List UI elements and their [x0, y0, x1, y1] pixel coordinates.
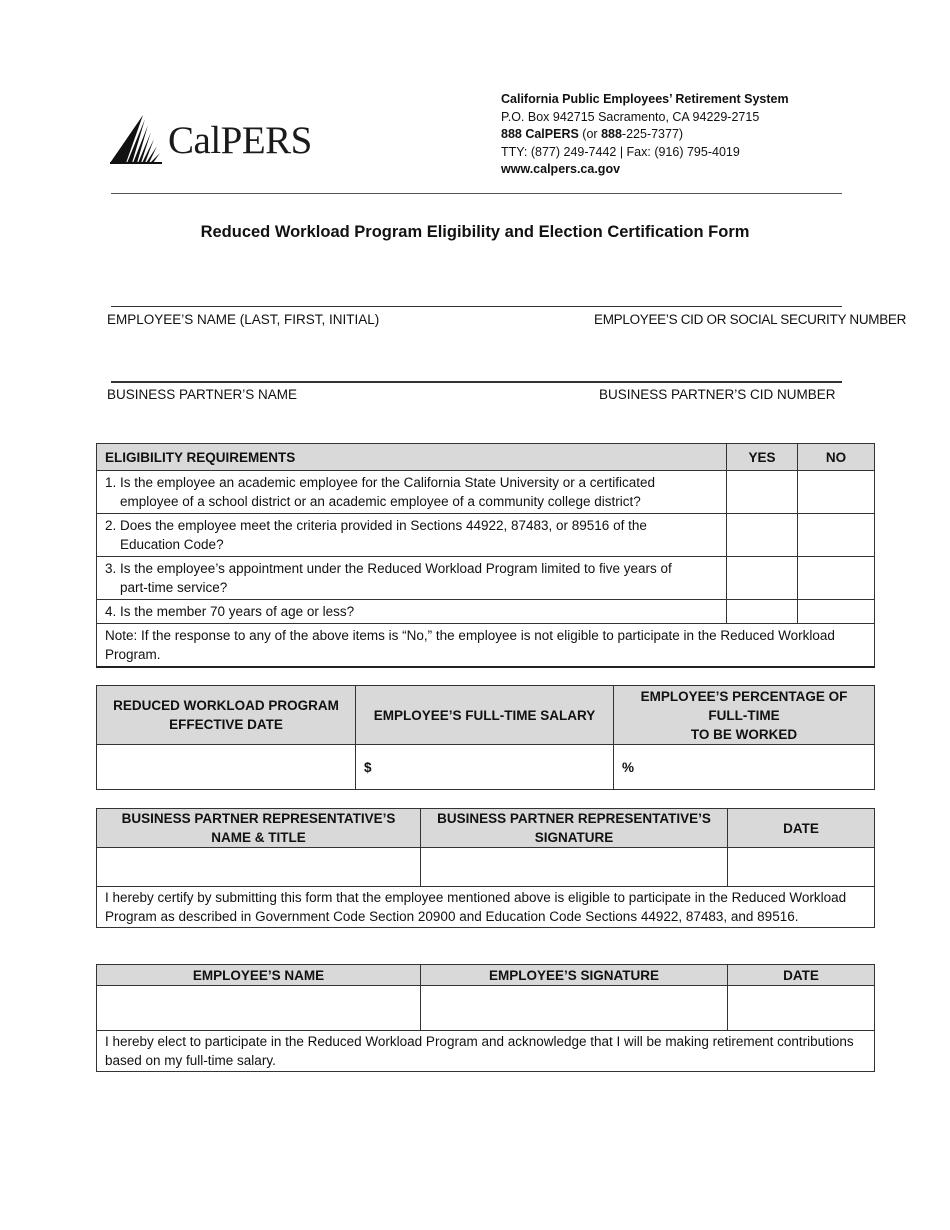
org-contact-block — [501, 91, 789, 179]
org-website[interactable]: www.calpers.ca.gov — [501, 162, 621, 176]
no-header: NO — [798, 444, 875, 471]
partner-rep-signature-field[interactable] — [421, 848, 728, 887]
question-line: 4. Is the member 70 years of age or less? — [105, 604, 355, 619]
header-line: TO BE WORKED — [690, 726, 798, 742]
table-row — [97, 471, 875, 514]
no-cell-3[interactable] — [798, 557, 875, 600]
employee-input-row — [97, 986, 875, 1031]
eligibility-header: ELIGIBILITY REQUIREMENTS — [97, 444, 727, 471]
eligibility-question-1 — [97, 471, 727, 514]
header-line: BUSINESS PARTNER REPRESENTATIVE’S — [121, 811, 396, 826]
employee-name-field[interactable] — [97, 986, 421, 1031]
calpers-logo — [110, 113, 325, 165]
yes-cell-3[interactable] — [727, 557, 798, 600]
partner-rep-name-field[interactable] — [97, 848, 421, 887]
eligibility-header-row — [97, 444, 875, 471]
org-phone — [501, 126, 789, 144]
partner-info-line[interactable] — [111, 381, 842, 383]
question-line: Education Code? — [120, 537, 224, 552]
salary-field[interactable] — [356, 745, 614, 790]
question-line: employee of a school district or an academic employee of a community college district? — [120, 494, 641, 509]
business-partner-table — [96, 808, 875, 928]
partner-certification-text: I hereby certify by submitting this form that the employee mentioned above is eligible to participate in the Reduced Workload Program as described in Government Code Section 20900 and Education Code Sections 44922, 87483, and 89516. — [97, 887, 875, 928]
header-line: EFFECTIVE DATE — [169, 717, 283, 732]
employee-name-header: EMPLOYEE’S NAME — [97, 965, 421, 986]
yes-header: YES — [727, 444, 798, 471]
partner-date-header: DATE — [728, 809, 875, 848]
header-line: BUSINESS PARTNER REPRESENTATIVE’S — [437, 811, 711, 826]
phone-mid: (or — [578, 127, 602, 141]
org-address: P.O. Box 942715 Sacramento, CA 94229-2715 — [501, 109, 760, 124]
effective-date-header — [97, 686, 356, 745]
employee-info-line[interactable] — [111, 306, 842, 307]
employee-signature-field[interactable] — [421, 986, 728, 1031]
partner-cert-row — [97, 887, 875, 928]
header-line: EMPLOYEE’S PERCENTAGE OF — [640, 688, 848, 704]
question-line: part-time service? — [120, 580, 228, 595]
employee-name-label: EMPLOYEE’S NAME (LAST, FIRST, INITIAL) — [107, 312, 380, 327]
effective-date-field[interactable] — [97, 745, 356, 790]
question-line: 3. Is the employee’s appointment under the Reduced Workload Program limited to five years of — [105, 561, 672, 576]
table-row — [97, 624, 875, 668]
header-line: REDUCED WORKLOAD PROGRAM — [113, 698, 339, 713]
phone-rest: -225-7377) — [621, 127, 684, 141]
header-line: NAME & TITLE — [211, 830, 306, 845]
question-line: 1. Is the employee an academic employee for the California State University or a certificated — [105, 475, 656, 490]
eligibility-note: Note: If the response to any of the above items is “No,” the employee is not eligible to participate in the Reduced Workload Program. — [97, 624, 875, 668]
employee-date-header: DATE — [728, 965, 875, 986]
yes-cell-1[interactable] — [727, 471, 798, 514]
table-row — [97, 514, 875, 557]
employee-election-table — [96, 964, 875, 1072]
org-tty-fax: TTY: (877) 249-7442 | Fax: (916) 795-4019 — [501, 144, 740, 159]
partner-date-field[interactable] — [728, 848, 875, 887]
salary-input-row — [97, 745, 875, 790]
eligibility-table — [96, 443, 875, 668]
form-title: Reduced Workload Program Eligibility and Election Certification Form — [200, 223, 750, 241]
percentage-header — [614, 686, 875, 745]
percent-sign: % — [622, 759, 635, 775]
no-cell-1[interactable] — [798, 471, 875, 514]
header-line: FULL-TIME — [708, 707, 780, 723]
no-cell-2[interactable] — [798, 514, 875, 557]
partner-input-row — [97, 848, 875, 887]
eligibility-question-2 — [97, 514, 727, 557]
question-line: 2. Does the employee meet the criteria provided in Sections 44922, 87483, or 89516 of the — [105, 518, 647, 533]
phone-bold-2: 888 — [601, 127, 622, 141]
no-cell-4[interactable] — [798, 600, 875, 624]
org-name: California Public Employees’ Retirement System — [501, 92, 789, 106]
eligibility-question-3 — [97, 557, 727, 600]
header-divider — [111, 193, 842, 194]
calpers-sunburst-icon — [110, 115, 162, 165]
partner-header-row — [97, 809, 875, 848]
table-row — [97, 557, 875, 600]
salary-header-row — [97, 686, 875, 745]
percentage-field[interactable] — [614, 745, 875, 790]
salary-table — [96, 685, 875, 790]
employee-header-row — [97, 965, 875, 986]
eligibility-question-4 — [97, 600, 727, 624]
logo-wordmark: CalPERS — [168, 119, 312, 162]
yes-cell-2[interactable] — [727, 514, 798, 557]
header-line: SIGNATURE — [534, 830, 614, 845]
full-time-salary-header: EMPLOYEE’S FULL-TIME SALARY — [356, 686, 614, 745]
employee-signature-header: EMPLOYEE’S SIGNATURE — [421, 965, 728, 986]
employee-election-row — [97, 1031, 875, 1072]
employee-date-field[interactable] — [728, 986, 875, 1031]
partner-cid-label: BUSINESS PARTNER’S CID NUMBER — [599, 387, 836, 402]
yes-cell-4[interactable] — [727, 600, 798, 624]
employee-cid-label: EMPLOYEE’S CID OR SOCIAL SECURITY NUMBER — [594, 312, 907, 327]
partner-rep-signature-header — [421, 809, 728, 848]
table-row — [97, 600, 875, 624]
partner-rep-name-header — [97, 809, 421, 848]
phone-bold-1: 888 CalPERS — [501, 127, 579, 141]
employee-election-text: I hereby elect to participate in the Reduced Workload Program and acknowledge that I will be making retirement contributions based on my full-time salary. — [97, 1031, 875, 1072]
partner-name-label: BUSINESS PARTNER’S NAME — [107, 387, 298, 402]
dollar-sign: $ — [364, 759, 372, 775]
